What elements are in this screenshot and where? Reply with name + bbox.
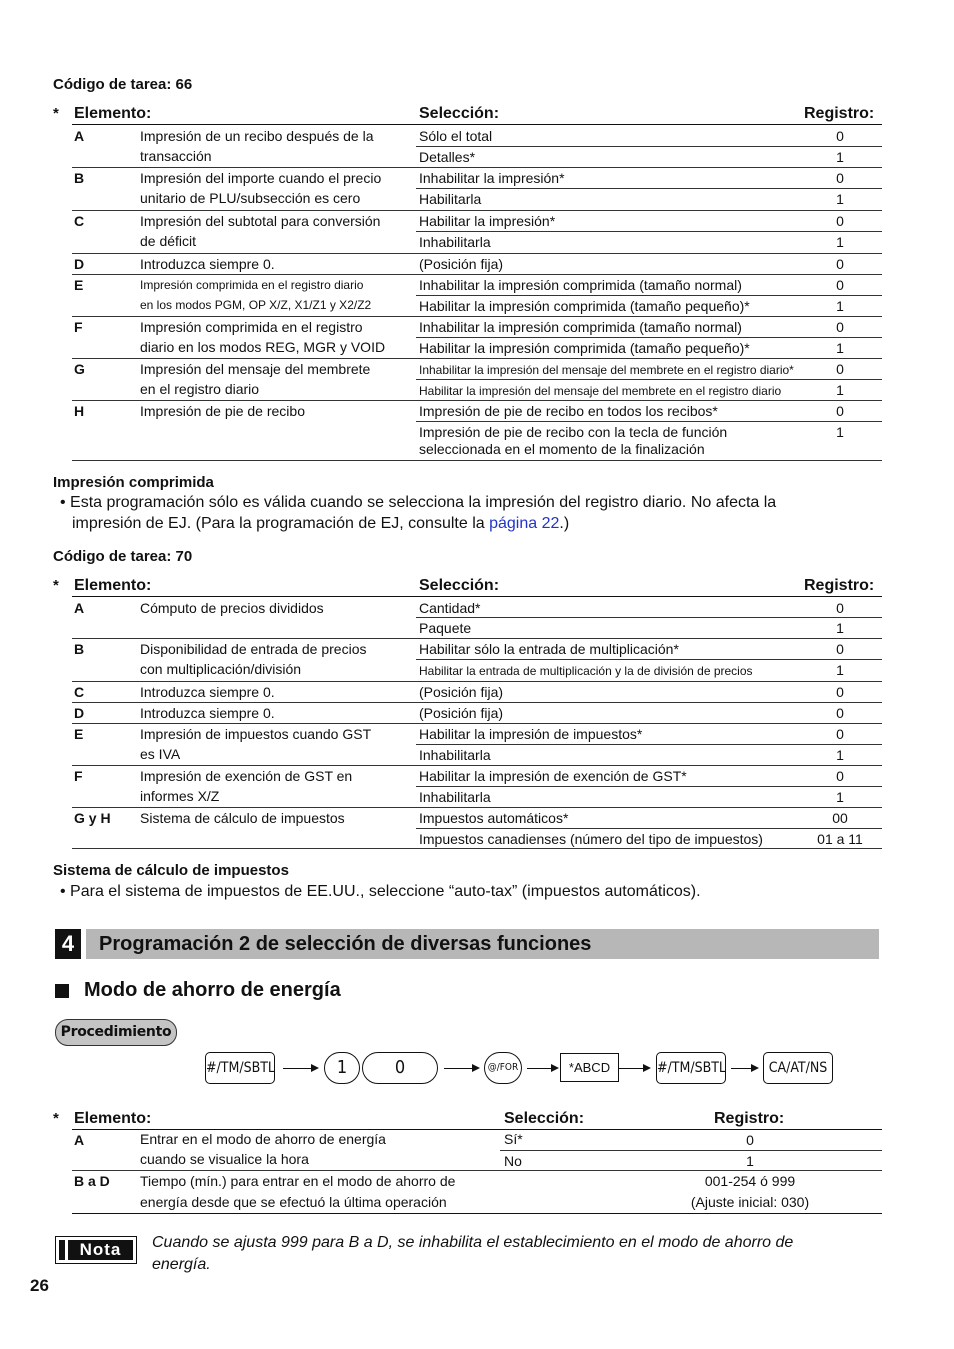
key-ca-at-ns[interactable]: CA/AT/NS [763, 1052, 833, 1084]
option-selection: Habilitar la impresión comprimida (tamaño pequeño)* [419, 340, 750, 356]
option-selection: (Posición fija) [419, 705, 504, 721]
energy-bottom-rule [72, 1213, 882, 1214]
row-description: con multiplicación/división [140, 661, 302, 677]
option-selection: (Posición fija) [419, 256, 504, 272]
option-selection: Inhabilitar la impresión del mensaje del membrete en el registro diario* [419, 363, 794, 377]
option-register: 1 [836, 662, 844, 678]
option-selection: Impresión de pie de recibo en todos los recibos* [419, 403, 718, 419]
option-register: 1 [836, 191, 844, 207]
row-letter: E [74, 277, 84, 293]
row-letter: F [74, 319, 83, 335]
abcd-entry-box[interactable]: *ABCD [560, 1053, 619, 1082]
option-register: 0 [836, 361, 844, 377]
option-register: 1 [836, 340, 844, 356]
taxsys-title: Sistema de cálculo de impuestos [53, 862, 289, 879]
section-bar [86, 929, 879, 959]
row-description: Disponibilidad de entrada de precios [140, 641, 367, 657]
energy-row-rule [72, 1170, 882, 1171]
compressed-bullet-2-end: .) [559, 515, 570, 532]
energy-row-bd-letter-text: B a D [74, 1173, 110, 1189]
section-title: Programación 2 de selección de diversas funciones [99, 933, 592, 955]
energy-header-register: Registro: [714, 1110, 785, 1127]
option-selection: Habilitar la entrada de multiplicación y la de división de precios [419, 664, 753, 678]
option-selection: Inhabilitarla [419, 789, 491, 805]
option-rule [416, 188, 882, 189]
option-register: 0 [836, 641, 844, 657]
note-label: Nota [68, 1240, 133, 1260]
option-selection: Detalles* [419, 149, 476, 165]
option-register: 0 [836, 256, 844, 272]
energy-row-a-sel-2: No [504, 1153, 522, 1169]
row-description: es IVA [140, 746, 181, 762]
option-register: 0 [836, 600, 844, 616]
energy-header-selection: Selección: [504, 1110, 585, 1127]
row-letter: E [74, 726, 84, 742]
task66-header-element: Elemento: [74, 105, 152, 122]
row-rule [72, 358, 882, 359]
row-description: Impresión de un recibo después de la [140, 128, 374, 144]
row-rule [72, 681, 882, 682]
row-rule [72, 848, 882, 849]
option-selection: Paquete [419, 620, 472, 636]
option-selection: Impresión de pie de recibo con la tecla de función [419, 424, 728, 440]
row-letter: G [74, 361, 85, 377]
task66-star: * [53, 105, 59, 122]
row-rule [72, 638, 882, 639]
energy-row-bd-desc-1: Tiempo (mín.) para entrar en el modo de ahorro de [140, 1173, 456, 1189]
row-letter: C [74, 213, 85, 229]
row-description: Introduzca siempre 0. [140, 684, 275, 700]
option-register: 01 a 11 [817, 831, 863, 847]
task70-header-element: Elemento: [74, 577, 152, 594]
energy-header-element: Elemento: [74, 1110, 152, 1127]
option-rule [416, 146, 882, 147]
energy-star: * [53, 1110, 59, 1127]
option-register: 1 [836, 424, 844, 440]
energy-row-bd-reg-2: (Ajuste inicial: 030) [690, 1194, 810, 1210]
key-at-for[interactable]: @/FOR [484, 1052, 522, 1084]
row-description: unitario de PLU/subsección es cero [140, 190, 361, 206]
option-rule [416, 744, 882, 745]
row-rule [72, 210, 882, 211]
note-badge [55, 1236, 137, 1264]
row-description: de déficit [140, 233, 197, 249]
energy-row-a-reg-1: 0 [746, 1132, 754, 1148]
row-description: Sistema de cálculo de impuestos [140, 810, 345, 826]
key-tm-sbtl-2[interactable]: #/TM/SBTL [656, 1052, 726, 1084]
option-selection: Inhabilitarla [419, 234, 491, 250]
task70-header-register: Registro: [804, 577, 875, 594]
row-description: en los modos PGM, OP X/Z, X1/Z1 y X2/Z2 [140, 298, 372, 312]
row-letter: B [74, 170, 85, 186]
row-letter: C [74, 684, 85, 700]
note-text-1: Cuando se ajusta 999 para B a D, se inhabilita el establecimiento en el modo de ahorro de [152, 1234, 794, 1251]
energy-row-a-mid-rule [500, 1150, 882, 1151]
option-rule [416, 379, 882, 380]
row-letter: D [74, 705, 85, 721]
option-register: 0 [836, 403, 844, 419]
row-rule [72, 702, 882, 703]
option-rule [416, 231, 882, 232]
row-description: Introduzca siempre 0. [140, 256, 275, 272]
option-selection: Habilitar la impresión de exención de GST* [419, 768, 687, 784]
page-22-link[interactable]: página 22 [489, 515, 560, 532]
row-description: Impresión del mensaje del membrete [140, 361, 371, 377]
section-number: 4 [55, 929, 81, 959]
option-rule [416, 421, 882, 422]
option-register: 0 [836, 726, 844, 742]
key-1[interactable]: 1 [324, 1052, 360, 1084]
row-letter: H [74, 403, 85, 419]
option-selection: Inhabilitar la impresión* [419, 170, 565, 186]
row-description: Introduzca siempre 0. [140, 705, 275, 721]
option-register: 1 [836, 298, 844, 314]
energy-row-a-letter: A [74, 1132, 85, 1148]
row-description: Impresión de pie de recibo [140, 403, 305, 419]
option-selection: Habilitar la impresión comprimida (tamaño pequeño)* [419, 298, 750, 314]
task66-title: Código de tarea: 66 [53, 76, 193, 93]
option-rule [416, 659, 882, 660]
energy-row-a-sel-1: Sí* [504, 1131, 523, 1147]
option-selection: Habilitar la impresión* [419, 213, 556, 229]
energy-row-bd-letter [74, 1173, 110, 1189]
option-rule [416, 617, 882, 618]
option-register: 0 [836, 705, 844, 721]
option-register: 0 [836, 277, 844, 293]
row-letter: A [74, 128, 85, 144]
row-description: diario en los modos REG, MGR y VOID [140, 339, 386, 355]
arrow-icon [731, 1068, 757, 1069]
page-number: 26 [30, 1276, 49, 1295]
option-register: 00 [832, 810, 848, 826]
option-selection: Inhabilitar la impresión comprimida (tamaño normal) [419, 277, 742, 293]
row-rule [72, 807, 882, 808]
option-register: 0 [836, 319, 844, 335]
task70-title: Código de tarea: 70 [53, 548, 193, 565]
row-letter: B [74, 641, 85, 657]
row-rule [72, 400, 882, 401]
option-selection: Cantidad* [419, 600, 481, 616]
option-selection: Inhabilitarla [419, 747, 491, 763]
option-rule [416, 828, 882, 829]
option-selection: Sólo el total [419, 128, 493, 144]
option-selection: Impuestos automáticos* [419, 810, 569, 826]
arrow-icon [619, 1068, 649, 1069]
row-rule [72, 274, 882, 275]
task70-header-rule [72, 596, 882, 597]
option-selection: (Posición fija) [419, 684, 504, 700]
task66-header-selection: Selección: [419, 105, 500, 122]
row-rule [72, 723, 882, 724]
option-selection: Habilitar sólo la entrada de multiplicación* [419, 641, 679, 657]
energy-row-bd-reg-1: 001-254 ó 999 [704, 1173, 796, 1189]
energy-row-a-reg-2: 1 [746, 1153, 754, 1169]
note-marker [59, 1240, 65, 1260]
row-rule [72, 167, 882, 168]
key-tm-sbtl[interactable]: #/TM/SBTL [205, 1052, 275, 1084]
option-register: 0 [836, 128, 844, 144]
option-register: 1 [836, 234, 844, 250]
option-selection: Habilitar la impresión del mensaje del membrete en el registro diario [419, 384, 782, 398]
energy-row-a-desc-2: cuando se visualice la hora [140, 1151, 309, 1167]
task66-header-register: Registro: [804, 105, 875, 122]
arrow-icon [283, 1068, 317, 1069]
subsection-title: Modo de ahorro de energía [84, 979, 341, 1001]
row-letter: A [74, 600, 85, 616]
row-description: transacción [140, 148, 212, 164]
arrow-icon [444, 1068, 478, 1069]
row-description: Impresión de exención de GST en [140, 768, 353, 784]
compressed-bullet-2-text: impresión de EJ. (Para la programación de EJ, consulte la [72, 515, 490, 532]
row-rule [72, 253, 882, 254]
compressed-bullet-2 [72, 513, 569, 534]
row-rule [72, 765, 882, 766]
row-letter: D [74, 256, 85, 272]
row-rule [72, 460, 882, 461]
taxsys-bullet: • Para el sistema de impuestos de EE.UU., seleccione “auto-tax” (impuestos automáticos). [60, 883, 701, 900]
arrow-icon [527, 1068, 557, 1069]
row-description: Impresión comprimida en el registro [140, 319, 363, 335]
option-selection: seleccionada en el momento de la finalización [419, 441, 705, 457]
task70-star: * [53, 577, 59, 594]
row-description: Impresión comprimida en el registro diario [140, 278, 364, 292]
row-description: en el registro diario [140, 381, 260, 397]
note-text-2: energía. [152, 1256, 211, 1273]
row-letter: G y H [74, 810, 111, 826]
option-rule [416, 295, 882, 296]
row-description: informes X/Z [140, 788, 220, 804]
option-rule [416, 786, 882, 787]
row-letter: F [74, 768, 83, 784]
row-description: Impresión del importe cuando el precio [140, 170, 382, 186]
subsection-square-icon [55, 984, 69, 998]
compressed-title: Impresión comprimida [53, 474, 214, 491]
option-register: 1 [836, 747, 844, 763]
row-description: Impresión de impuestos cuando GST [140, 726, 372, 742]
option-register: 1 [836, 789, 844, 805]
option-register: 0 [836, 213, 844, 229]
task66-header-rule [72, 124, 882, 125]
option-register: 0 [836, 684, 844, 700]
option-register: 0 [836, 768, 844, 784]
option-selection: Habilitar la impresión de impuestos* [419, 726, 643, 742]
energy-row-bd-desc-2: energía desde que se efectuó la última operación [140, 1194, 447, 1210]
key-0[interactable]: 0 [362, 1052, 438, 1084]
option-selection: Inhabilitar la impresión comprimida (tamaño normal) [419, 319, 742, 335]
option-selection: Habilitarla [419, 191, 482, 207]
procedure-badge: Procedimiento [55, 1019, 177, 1046]
option-register: 1 [836, 382, 844, 398]
task70-header-selection: Selección: [419, 577, 500, 594]
energy-row-a-desc-1: Entrar en el modo de ahorro de energía [140, 1131, 386, 1147]
row-description: Cómputo de precios divididos [140, 600, 324, 616]
compressed-bullet-1: • Esta programación sólo es válida cuando se selecciona la impresión del registro diario. No afecta la [60, 494, 777, 511]
option-register: 1 [836, 149, 844, 165]
option-selection: Impuestos canadienses (número del tipo de impuestos) [419, 831, 763, 847]
option-register: 0 [836, 170, 844, 186]
option-rule [416, 337, 882, 338]
option-register: 1 [836, 620, 844, 636]
row-description: Impresión del subtotal para conversión [140, 213, 381, 229]
row-rule [72, 316, 882, 317]
